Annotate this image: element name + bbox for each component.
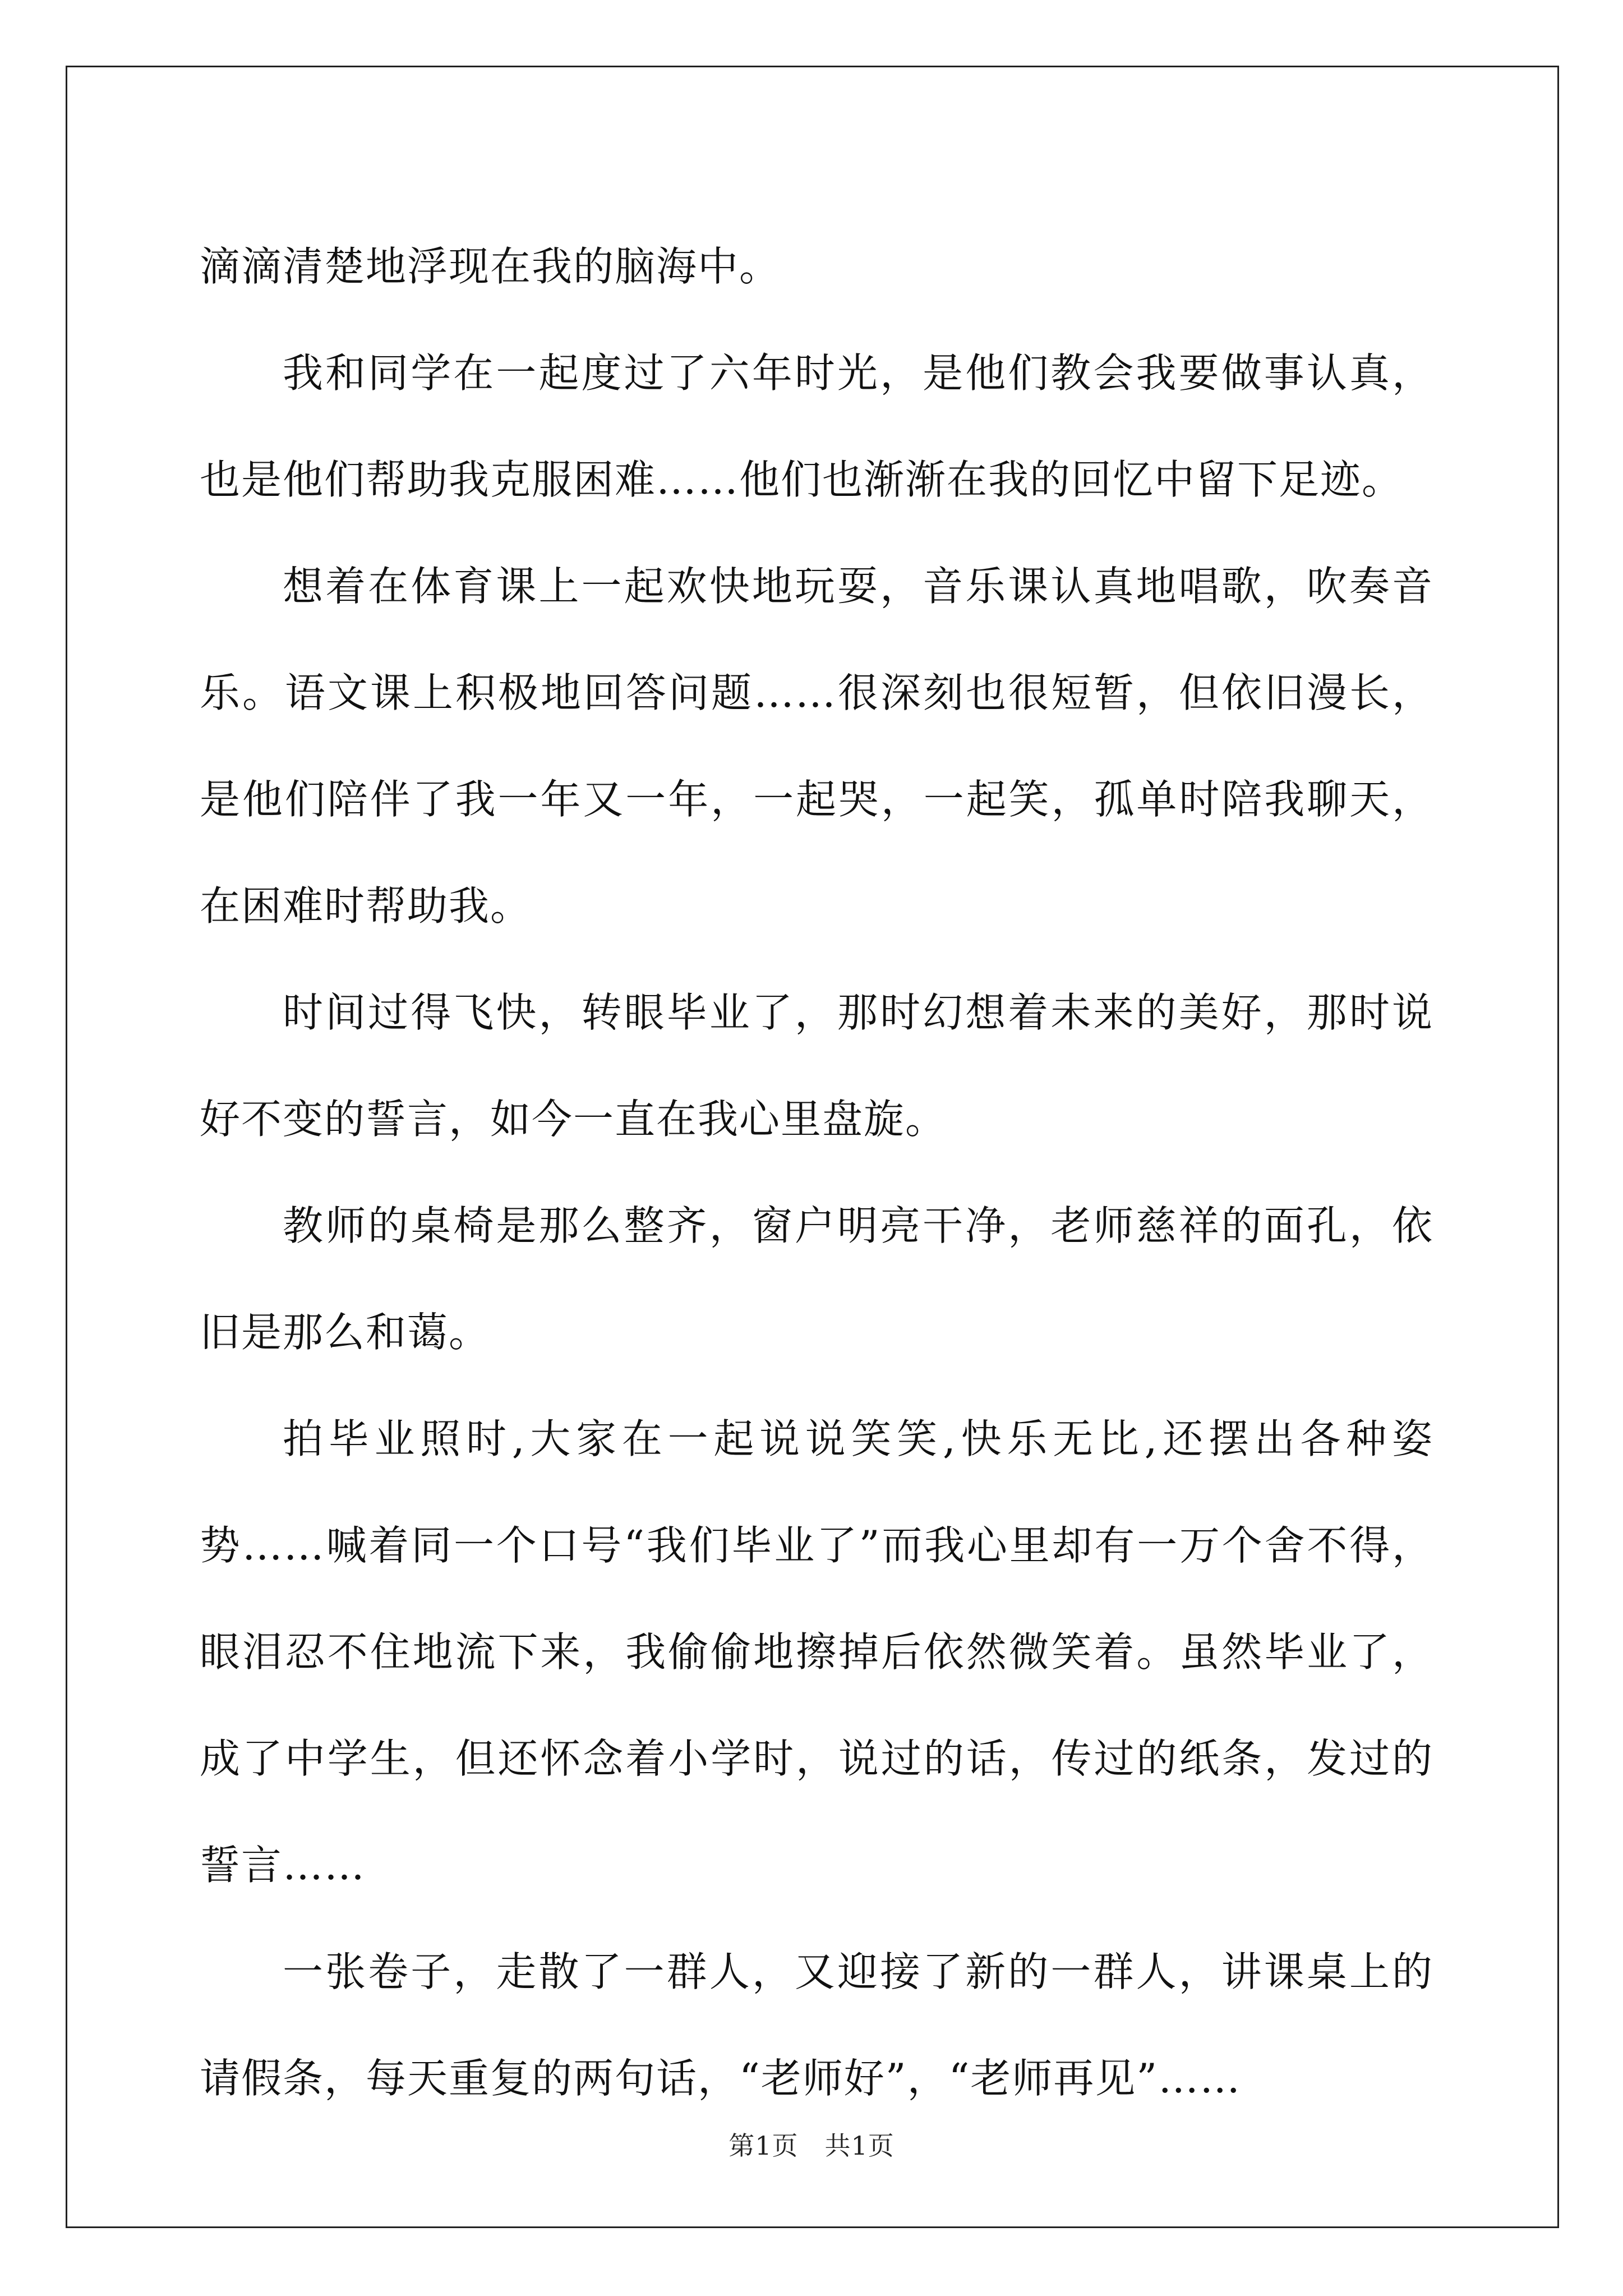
paragraph: 想着在体育课上一起欢快地玩耍，音乐课认真地唱歌，吹奏音乐。语文课上积极地回答问题……很深刻也很短暂，但依旧漫长，是他们陪伴了我一年又一年，一起哭，一起笑，孤单时陪我聊天，在困难时帮助我。 [200,563,1433,930]
paragraph: 时间过得飞快，转眼毕业了，那时幻想着未来的美好，那时说好不变的誓言，如今一直在我心里盘旋。 [200,989,1433,1143]
paragraph: 我和同学在一起度过了六年时光，是他们教会我要做事认真，也是他们帮助我克服困难……他们也渐渐在我的回忆中留下足迹。 [200,349,1433,503]
paragraph: 一张卷子，走散了一群人，又迎接了新的一群人，讲课桌上的请假条，每天重复的两句话，“老师好”，“老师再见”…… [200,1948,1433,2102]
paragraph: 拍毕业照时,大家在一起说说笑笑,快乐无比,还摆出各种姿势……喊着同一个口号“我们毕业了”而我心里却有一万个舍不得，眼泪忍不住地流下来，我偷偷地擦掉后依然微笑着。虽然毕业了，成了中学生，但还怀念着小学时，说过的话，传过的纸条，发过的誓言…… [200,1415,1433,1889]
paragraph: 教师的桌椅是那么整齐，窗户明亮干净，老师慈祥的面孔，依旧是那么和蔼。 [200,1202,1433,1356]
paragraph: 滴滴清楚地浮现在我的脑海中。 [200,243,781,290]
document-body [200,213,1433,2132]
page-footer: 第1页 共1页 [728,2131,895,2161]
